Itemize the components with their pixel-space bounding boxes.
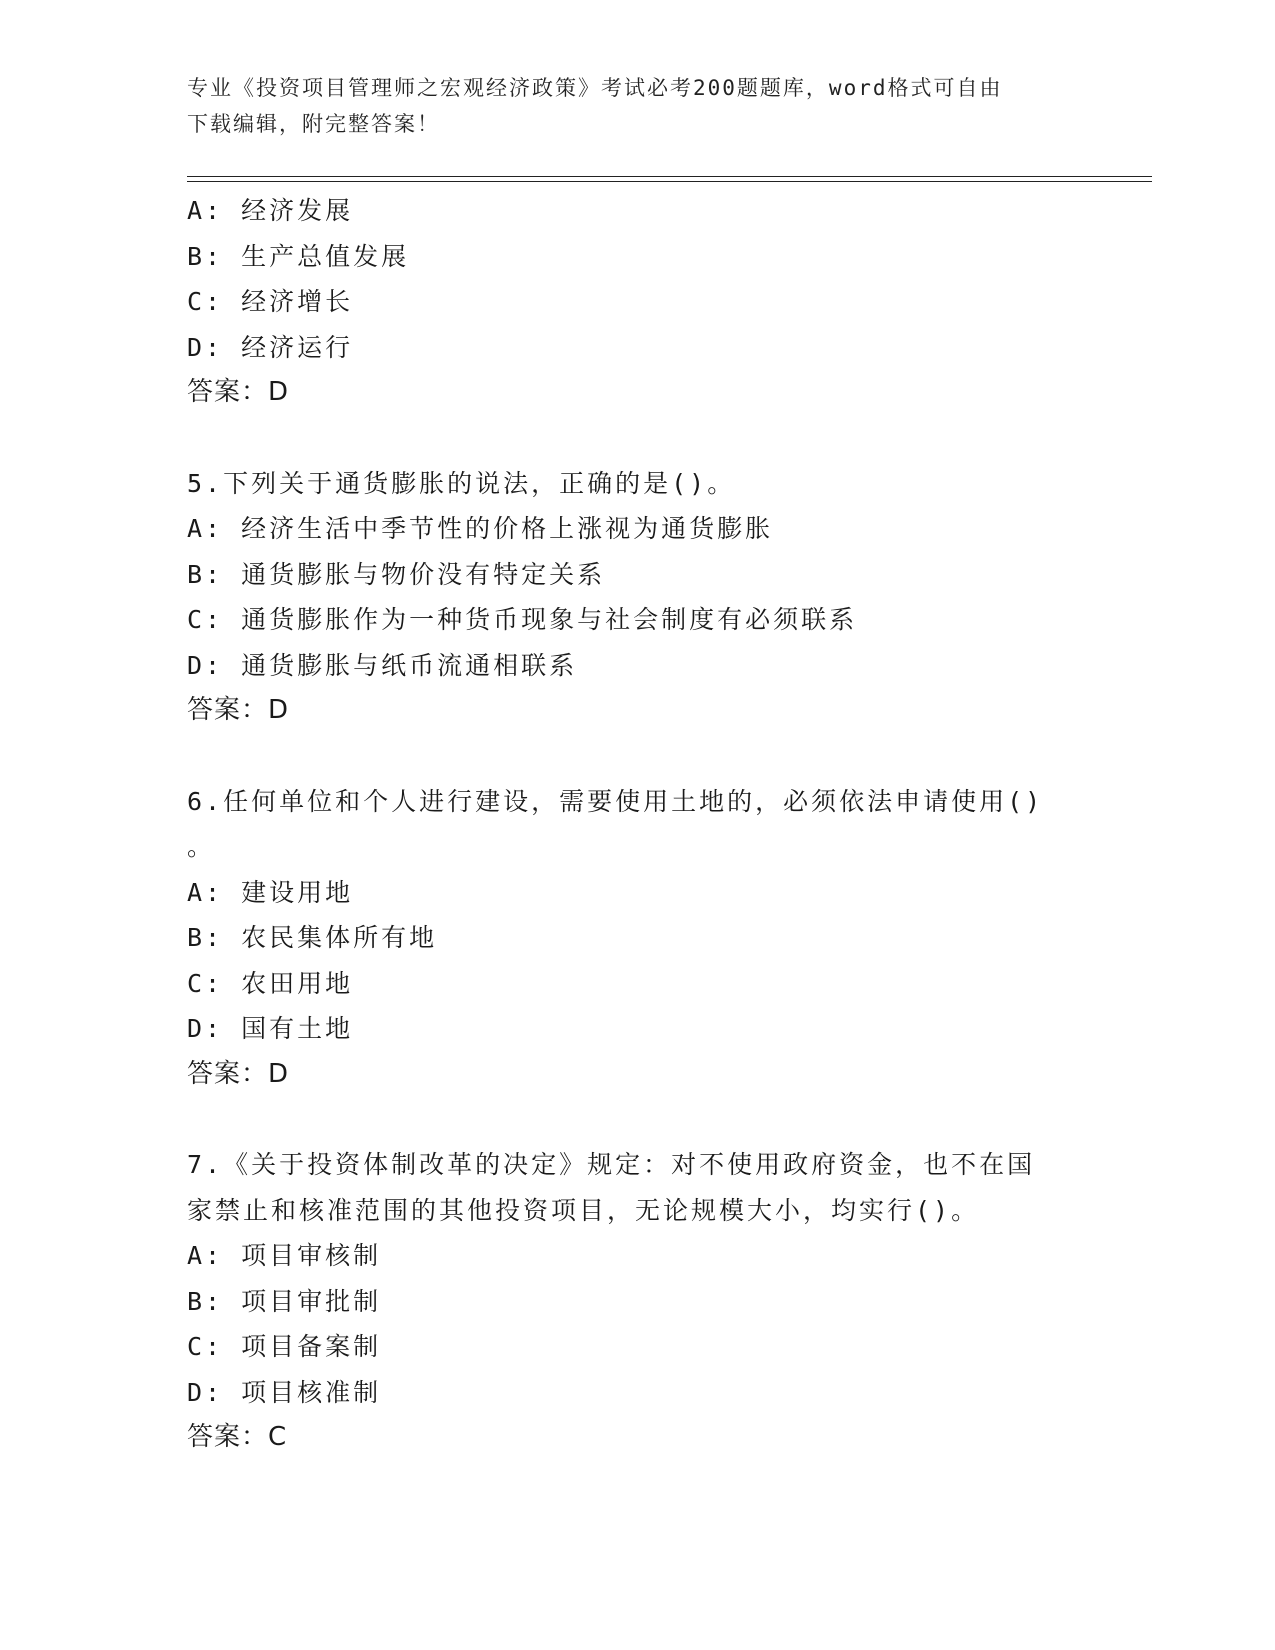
question-text-line-2: 。 — [187, 832, 216, 861]
question-block-6 — [187, 779, 1067, 1098]
answer-line: 答案：D — [187, 377, 290, 407]
answer-line: 答案：C — [187, 1422, 288, 1452]
option-c: C: 农田用地 — [187, 968, 354, 998]
option-c: C: 项目备案制 — [187, 1332, 382, 1361]
option-b: B: 农民集体所有地 — [187, 923, 438, 952]
header-divider-bottom — [187, 181, 1152, 182]
header-line-2: 下载编辑，附完整答案！ — [187, 112, 440, 136]
option-a: A: 经济发展 — [187, 196, 354, 225]
option-c: C: 经济增长 — [187, 287, 354, 316]
question-text-line-1: 7.《关于投资体制改革的决定》规定：对不使用政府资金，也不在国 — [187, 1150, 1036, 1179]
option-c: C: 通货膨胀作为一种货币现象与社会制度有必须联系 — [187, 605, 858, 634]
question-block-4 — [187, 188, 1067, 416]
option-b: B: 通货膨胀与物价没有特定关系 — [187, 559, 606, 589]
document-header — [187, 70, 1067, 142]
spacer — [187, 1097, 1067, 1142]
question-text: 5.下列关于通货膨胀的说法，正确的是()。 — [187, 468, 736, 498]
question-text-line-1: 6.任何单位和个人进行建设，需要使用土地的，必须依法申请使用() — [187, 786, 1044, 816]
question-block-5 — [187, 461, 1067, 734]
spacer — [187, 416, 1067, 461]
answer-line: 答案：D — [187, 1058, 290, 1089]
spacer — [187, 734, 1067, 779]
option-b: B: 生产总值发展 — [187, 241, 410, 271]
option-a: A: 建设用地 — [187, 877, 354, 907]
question-block-7 — [187, 1142, 1067, 1461]
option-d: D: 经济运行 — [187, 332, 354, 362]
option-a: A: 经济生活中季节性的价格上涨视为通货膨胀 — [187, 514, 774, 543]
header-line-1: 专业《投资项目管理师之宏观经济政策》考试必考200题题库，word格式可自由 — [187, 76, 1003, 100]
option-a: A: 项目审核制 — [187, 1241, 382, 1270]
answer-line: 答案：D — [187, 695, 290, 725]
option-d: D: 通货膨胀与纸币流通相联系 — [187, 650, 578, 680]
option-d: D: 项目核准制 — [187, 1377, 382, 1407]
question-text-line-2: 家禁止和核准范围的其他投资项目，无论规模大小，均实行()。 — [187, 1195, 980, 1225]
option-b: B: 项目审批制 — [187, 1286, 382, 1316]
header-divider-top — [187, 176, 1152, 177]
question-list — [187, 188, 1067, 1461]
option-d: D: 国有土地 — [187, 1014, 354, 1043]
